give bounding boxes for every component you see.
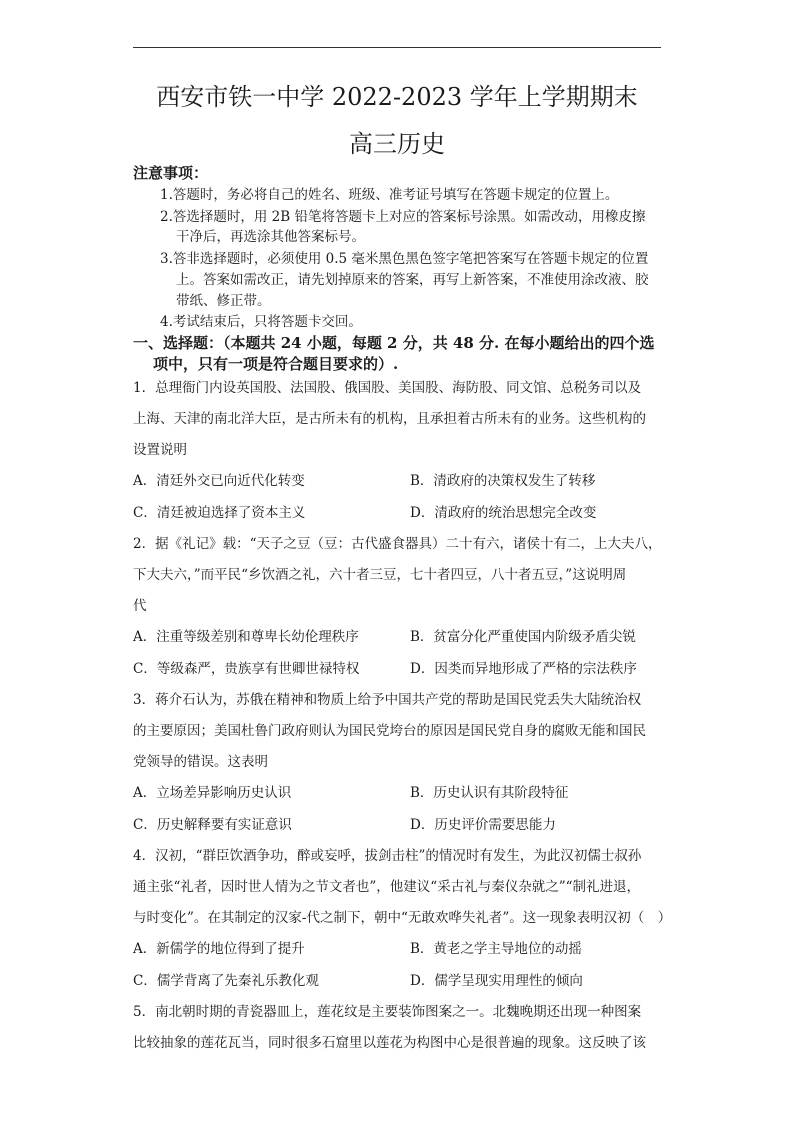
question-3-option-d: D．历史评价需要思能力 <box>410 817 556 833</box>
notice-line: 带纸、修正带。 <box>176 293 271 309</box>
question-3-stem: 党领导的错误。这表明 <box>133 754 268 770</box>
section-heading: 一、选择题：（本题共 24 小题，每题 2 分，共 48 分. 在每小题给出的四个选 <box>133 334 655 352</box>
question-4-stem: 4．汉初，“群臣饮酒争功，醉或妄呼，拔剑击柱”的情况时有发生，为此汉初儒士叔孙 <box>133 848 642 864</box>
question-3-option-a: A．立场差异影响历史认识 <box>133 785 292 801</box>
question-2-option-d: D．因类而异地形成了严格的宗法秩序 <box>410 661 637 677</box>
exam-title: 西安市铁一中学 2022-2023 学年上学期期末 <box>156 83 638 111</box>
notice-line: 干净后，再选涂其他答案标号。 <box>176 229 365 245</box>
question-3-option-b: B．历史认识有其阶段特征 <box>410 785 569 801</box>
notice-line: 上。答案如需改正，请先划掉原来的答案，再写上新答案，不准使用涂改液、胶 <box>176 272 649 288</box>
top-rule <box>133 47 661 48</box>
question-2-stem: 代 <box>133 598 147 614</box>
question-2-option-a: A．注重等级差别和尊卑长幼伦理秩序 <box>133 629 359 645</box>
question-1-option-d: D．清政府的统治思想完全改变 <box>410 505 597 521</box>
question-4-option-c: C．儒学背离了先秦礼乐教化观 <box>133 973 319 989</box>
question-4-stem: 与时变化”。在其制定的汉家-代之制下，朝中“无敢欢哗失礼者”。这一现象表明汉初（ ） <box>133 910 672 926</box>
question-1-stem: 1．总理衙门内设英国股、法国股、俄国股、美国股、海防股、同文馆、总税务司以及 <box>133 380 642 396</box>
question-2-stem: 下大夫六，”而平民“乡饮酒之礼，六十者三豆，七十者四豆，八十者五豆，”这说明周 <box>133 567 627 583</box>
question-1-option-c: C．清廷被迫选择了资本主义 <box>133 505 306 521</box>
question-2-option-c: C．等级森严，贵族享有世卿世禄特权 <box>133 661 360 677</box>
notice-heading: 注意事项： <box>133 164 209 182</box>
question-4-option-a: A．新儒学的地位得到了提升 <box>133 941 305 957</box>
exam-subtitle: 高三历史 <box>349 130 445 158</box>
notice-line: 1.答题时，务必将自己的姓名、班级、准考证号填写在答题卡规定的位置上。 <box>160 187 619 203</box>
section-heading-cont: 项中，只有一项是符合题目要求的）. <box>153 355 399 373</box>
question-4-option-b: B．黄老之学主导地位的动摇 <box>410 941 582 957</box>
question-4-option-d: D．儒学呈现实用理性的倾向 <box>410 973 583 989</box>
question-3-option-c: C．历史解释要有实证意识 <box>133 817 292 833</box>
question-3-stem: 3．蒋介石认为，苏俄在精神和物质上给予中国共产党的帮助是国民党丢失大陆统治权 <box>133 692 642 708</box>
question-1-stem: 上海、天津的南北洋大臣，是古所未有的机构，且承担着古所未有的业务。这些机构的 <box>133 411 646 427</box>
notice-line: 2.答选择题时，用 2B 铅笔将答题卡上对应的答案标号涂黑。如需改动，用橡皮擦 <box>160 209 646 225</box>
notice-line: 4.考试结束后，只将答题卡交回。 <box>160 314 362 330</box>
question-5-stem: 比较抽象的莲花瓦当，同时很多石窟里以莲花为构图中心是很普遍的现象。这反映了该 <box>133 1035 646 1051</box>
question-2-option-b: B．贫富分化严重使国内阶级矛盾尖锐 <box>410 629 636 645</box>
notice-line: 3.答非选择题时，必须使用 0.5 毫米黑色黑色签字笔把答案写在答题卡规定的位置 <box>160 251 649 267</box>
question-1-option-b: B．清政府的决策权发生了转移 <box>410 473 596 489</box>
question-3-stem: 的主要原因；美国杜鲁门政府则认为国民党垮台的原因是国民党自身的腐败无能和国民 <box>133 723 646 739</box>
question-2-stem: 2．据《礼记》载：“天子之豆（豆：古代盛食器具）二十有六，诸侯十有二，上大夫八， <box>133 536 662 552</box>
question-4-stem: 通主张“礼者，因时世人情为之节文者也”，他建议“采古礼与秦仪杂就之”“制礼进退， <box>133 879 641 895</box>
question-5-stem: 5．南北朝时期的青瓷器皿上，莲花纹是主要装饰图案之一。北魏晚期还出现一种图案 <box>133 1004 642 1020</box>
question-1-stem: 设置说明 <box>133 442 187 458</box>
question-1-option-a: A．清廷外交已向近代化转变 <box>133 473 305 489</box>
